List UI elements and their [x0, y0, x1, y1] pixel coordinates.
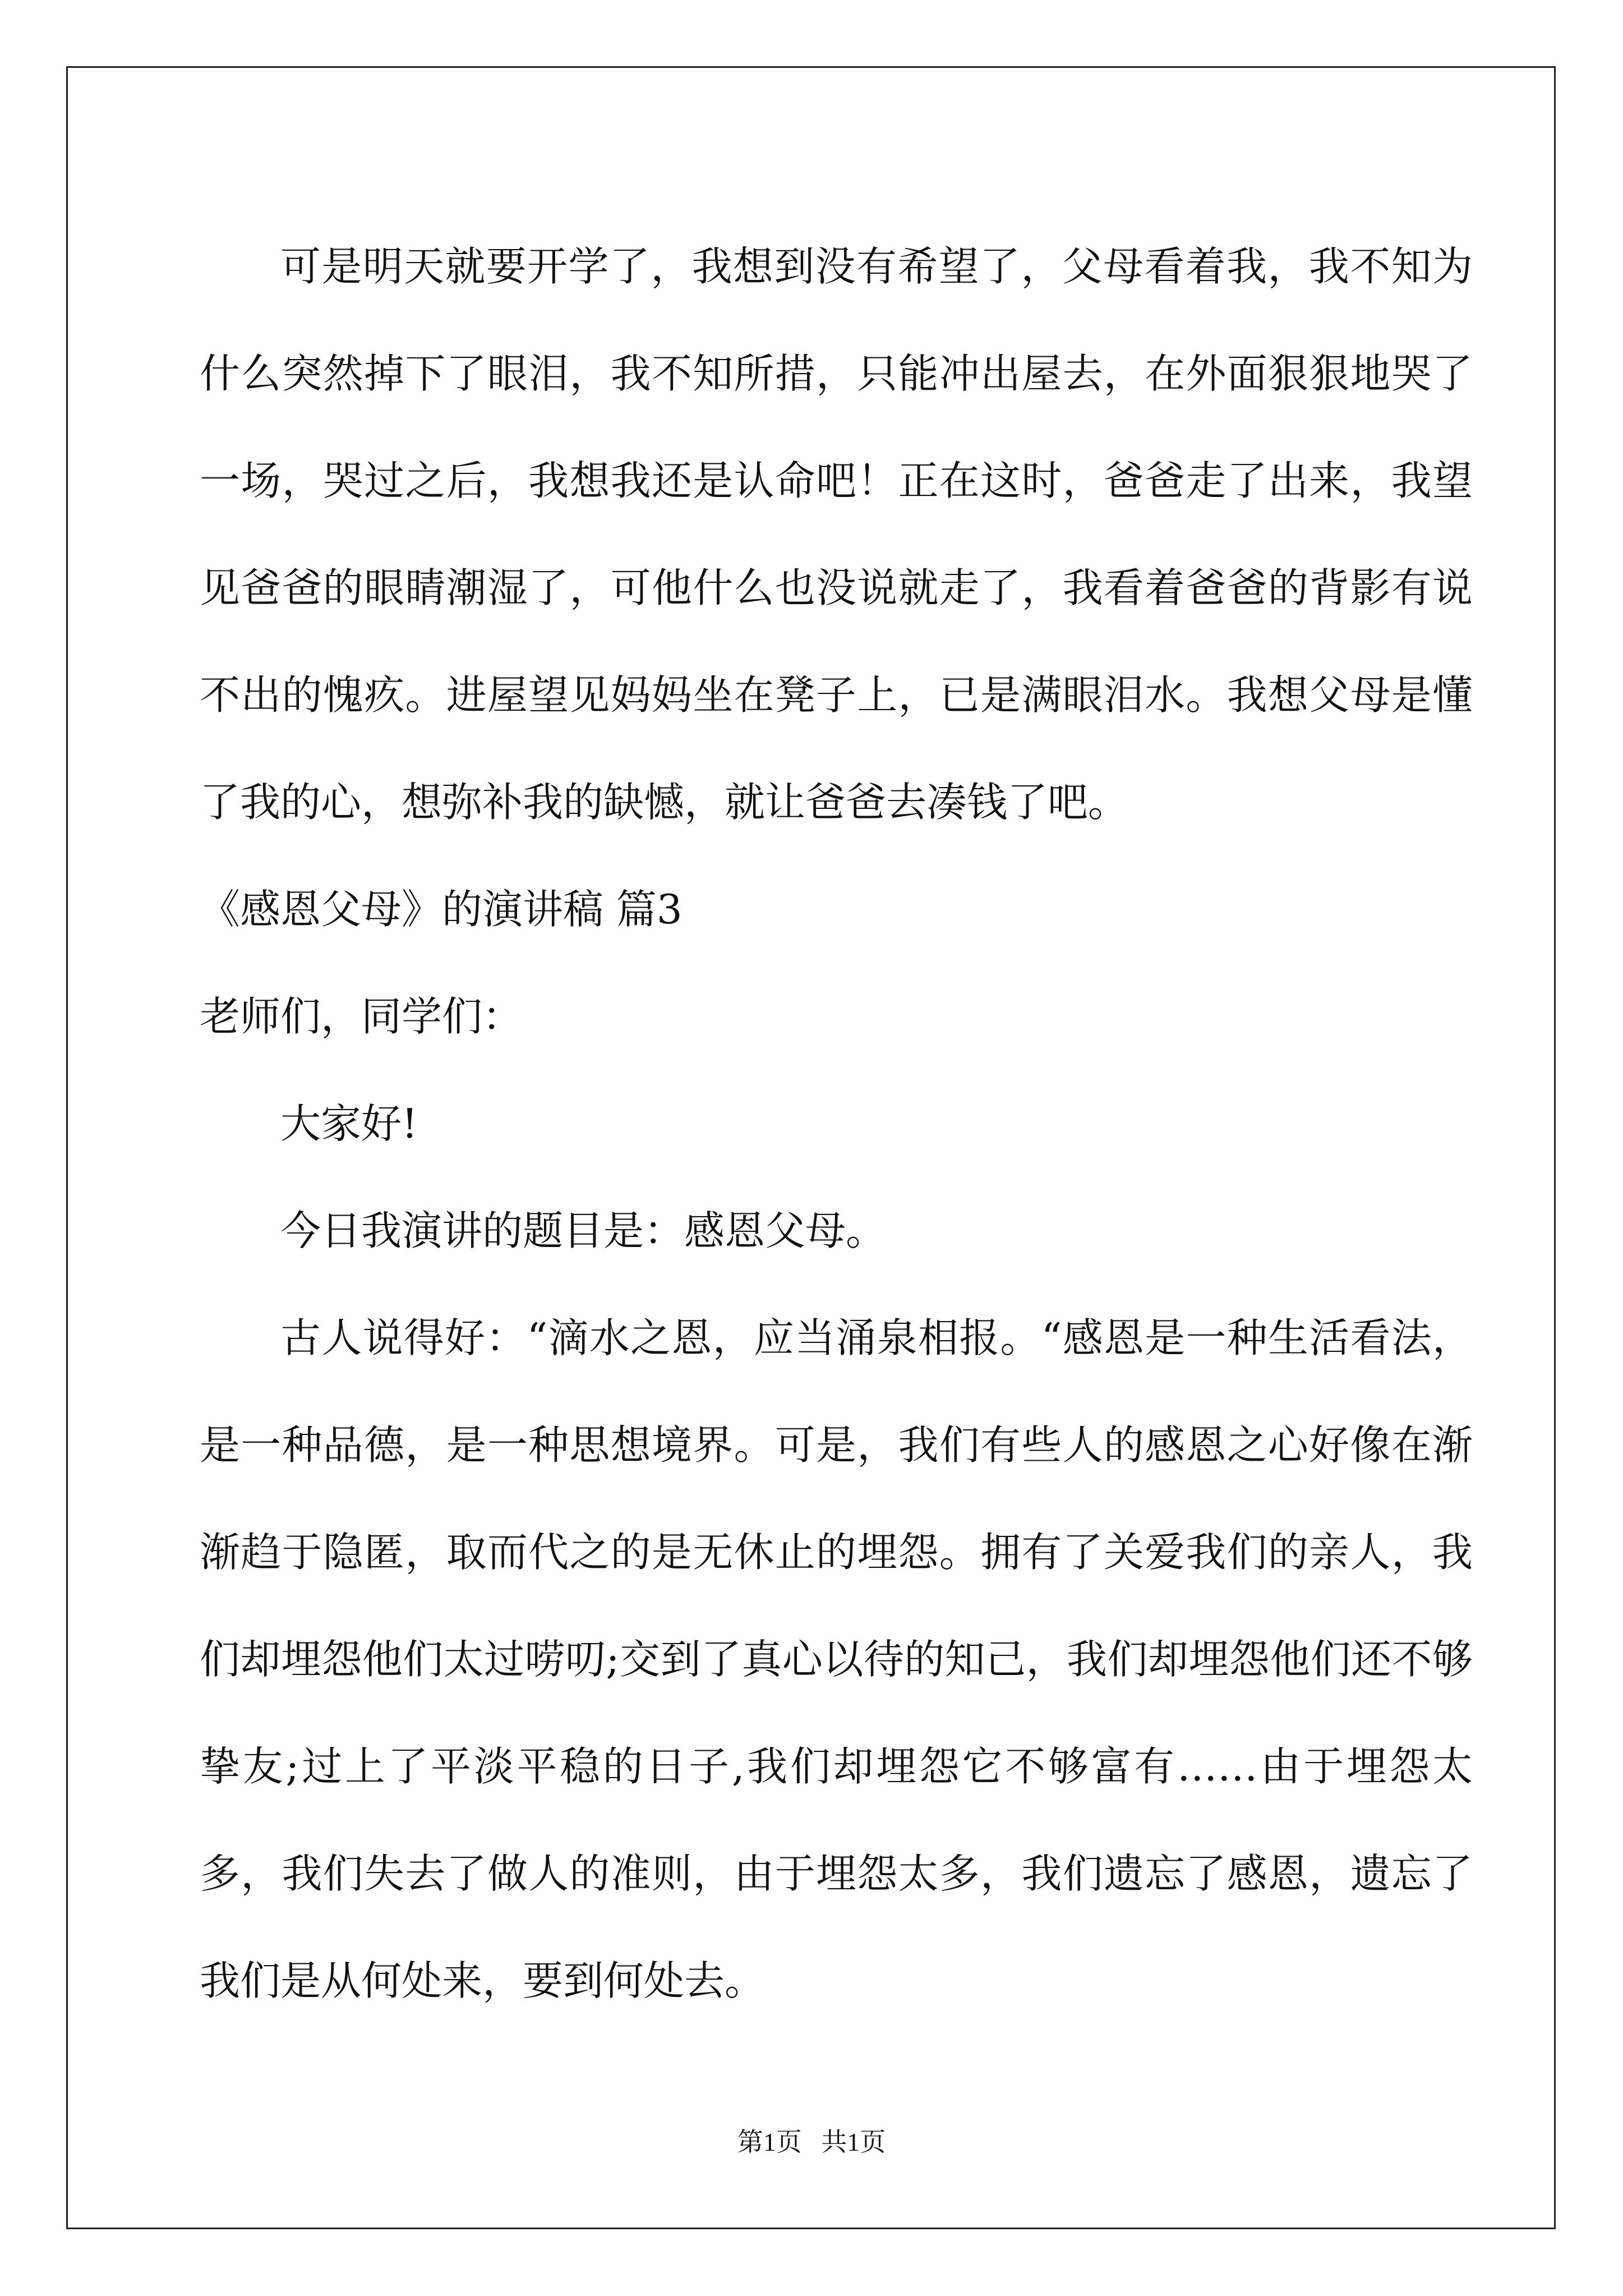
page-total: 共1页: [821, 2128, 886, 2156]
salutation: 老师们，同学们：: [200, 993, 523, 1040]
paragraph-story-end: 可是明天就要开学了，我想到没有希望了，父母看着我，我不知为什么突然掉下了眼泪，我不知所措，只能冲出屋去，在外面狠狠地哭了一场，哭过之后，我想我还是认命吧！正在这时，爸爸走了出来，我望见爸爸的眼睛潮湿了，可他什么也没说就走了，我看着爸爸的背影有说不出的愧疚。进屋望见妈妈坐在凳子上，已是满眼泪水。我想父母是懂了我的心，想弥补我的缺憾，就让爸爸去凑钱了吧。: [200, 243, 1473, 826]
document-body: [200, 213, 1473, 2035]
speech-topic: 今日我演讲的题目是：感恩父母。: [280, 1207, 887, 1254]
page-number: 第1页: [737, 2128, 802, 2156]
section-heading: 《感恩父母》的演讲稿 篇3: [200, 886, 683, 933]
greeting: 大家好!: [280, 1100, 418, 1147]
page-footer: [0, 2122, 1623, 2159]
paragraph-gratitude: 古人说得好：“滴水之恩，应当涌泉相报。“感恩是一种生活看法，是一种品德，是一种思想境界。可是，我们有些人的感恩之心好像在渐渐趋于隐匿，取而代之的是无休止的埋怨。拥有了关爱我们的亲人，我们却埋怨他们太过唠叨;交到了真心以待的知己，我们却埋怨他们还不够挚友;过上了平淡平稳的日子,我们却埋怨它不够富有……由于埋怨太多，我们失去了做人的准则，由于埋怨太多，我们遗忘了感恩，遗忘了我们是从何处来，要到何处去。: [200, 1314, 1473, 2004]
